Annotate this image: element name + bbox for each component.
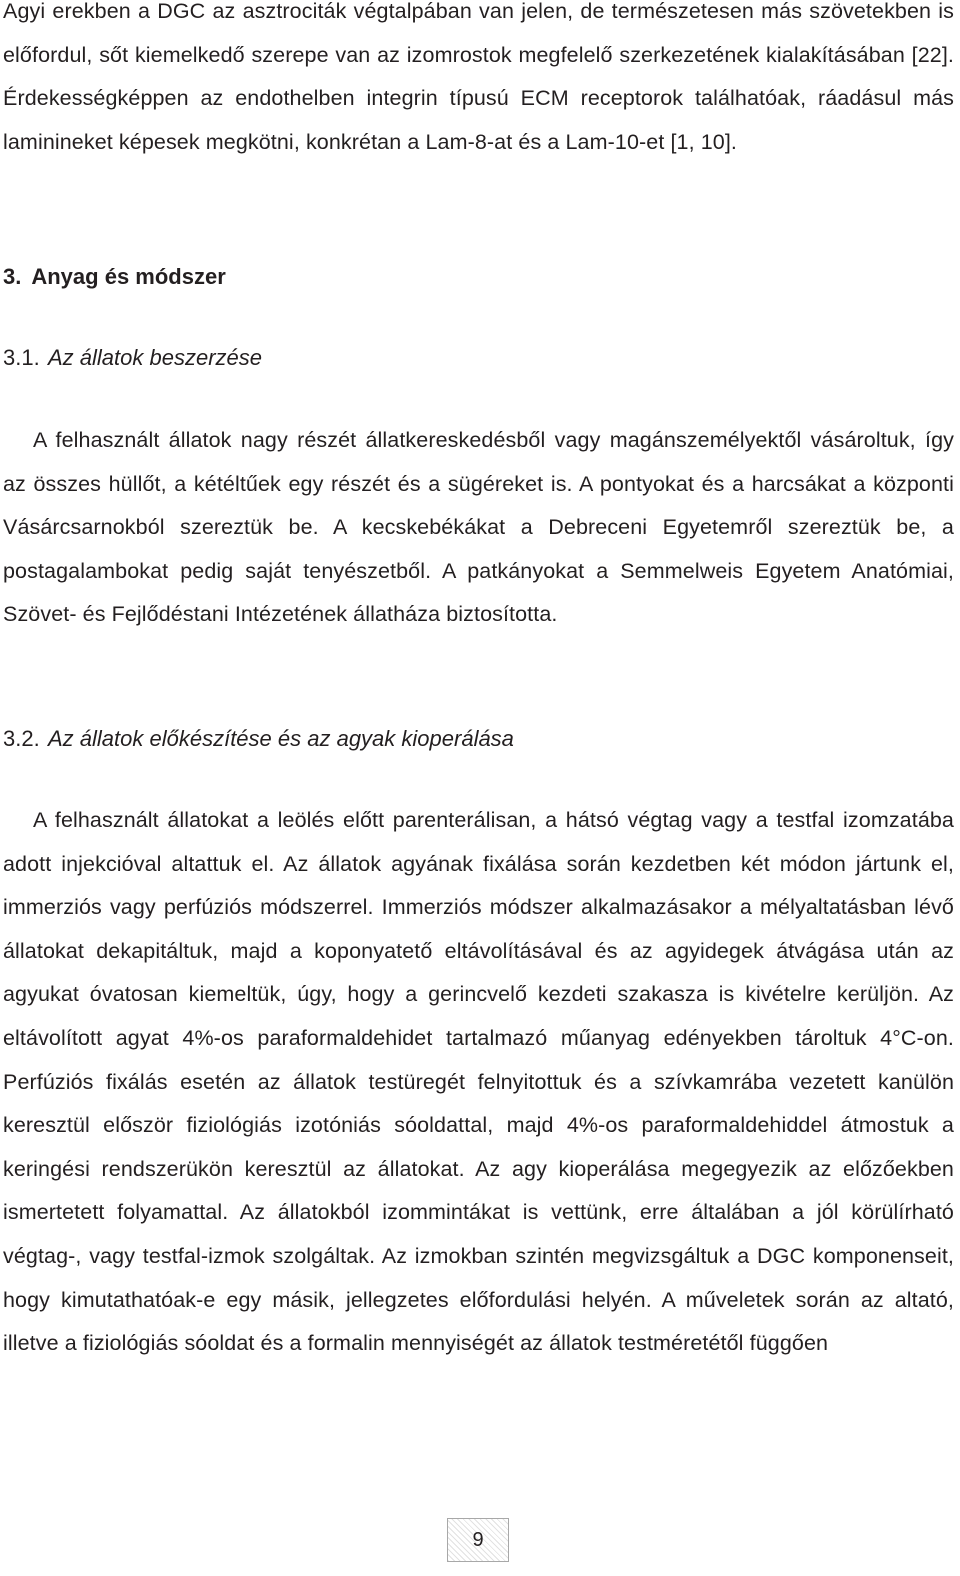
intro-paragraph: Agyi erekben a DGC az asztrociták végtalpában van jelen, de természetesen más szövetekben is előfordul, sőt kiemelkedő szerepe van az izomrostok megfelelő szerkezetének kialakításában [22]. Érdekességképpen az endothelben integrin típusú ECM receptorok találhatóak, ráadásul más lamininеket képesek megkötni, konkrétan a Lam-8-at és a Lam-10-et [1, 10]. — [3, 0, 954, 154]
subsection-title: Az állatok előkészítése és az agyak kioperálása — [48, 726, 514, 751]
subsection-heading-3-2 — [3, 724, 514, 754]
preparation-paragraph: A felhasznált állatokat a leölés előtt parenterálisan, a hátsó végtag vagy a testfal izomzatába adott injekcióval altattuk el. Az állatok agyának fixálása során kezdetben két módon jártunk el, immerziós vagy perfúziós módszerrel. Immerziós módszer alkalmazásakor a mélyaltatásban lévő állatokat dekapitáltuk, majd a koponyatető eltávolításával és az agyidegek átvágása után az agyukat óvatosan kiemeltük, úgy, hogy a gerincvelő kezdeti szakasza is kivételre kerüljön. Az eltávolított agyat 4%-os paraformaldehidet tartalmazó műanyag edényekben tároltuk 4°C-on. Perfúziós fixálás esetén az állatok testüregét felnyitottuk és a szívkamrába vezetett kanülön keresztül először fiziológiás izotóniás sóoldattal, majd 4%-os paraformaldehiddel átmostuk a keringési rendszerükön keresztül az állatokat. Az agy kioperálása megegyezik az előzőekben ismertetett folyamattal. Az állatokból izommintákat is vettünk, erre általában a jól körülírható végtag-, vagy testfal-izmok szolgáltak. Az izmokban szintén megvizsgáltuk a DGC komponenseit, hogy kimutathatóak-e egy másik, jellegzetes előfordulási helyén. A műveletek során az altató, illetve a fiziológiás sóoldat és a formalin mennyiségét az állatok testméretétől függően — [3, 808, 954, 1356]
page-number: 9 — [447, 1518, 509, 1562]
subsection-title: Az állatok beszerzése — [48, 345, 262, 370]
section-heading — [3, 262, 226, 292]
subsection-number: 3.2. — [3, 726, 40, 751]
section-title: Anyag és módszer — [31, 264, 226, 289]
subsection-number: 3.1. — [3, 345, 40, 370]
animal-sourcing-paragraph: A felhasznált állatok nagy részét állatkereskedésből vagy magánszemélyektől vásároltuk, így az összes hüllőt, a kétéltűek egy részét és a sügéreket is. A pontyokat és a harcsákat a központi Vásárcsarnokból szereztük be. A kecskebékákat a Debreceni Egyetemről szereztük be, a postagalambokat pedig saját tenyészetből. A patkányokat a Semmelweis Egyetem Anatómiai, Szövet- és Fejlődéstani Intézetének állatháza biztosította. — [3, 428, 954, 627]
section-number: 3. — [3, 264, 22, 289]
subsection-heading-3-1 — [3, 343, 262, 373]
